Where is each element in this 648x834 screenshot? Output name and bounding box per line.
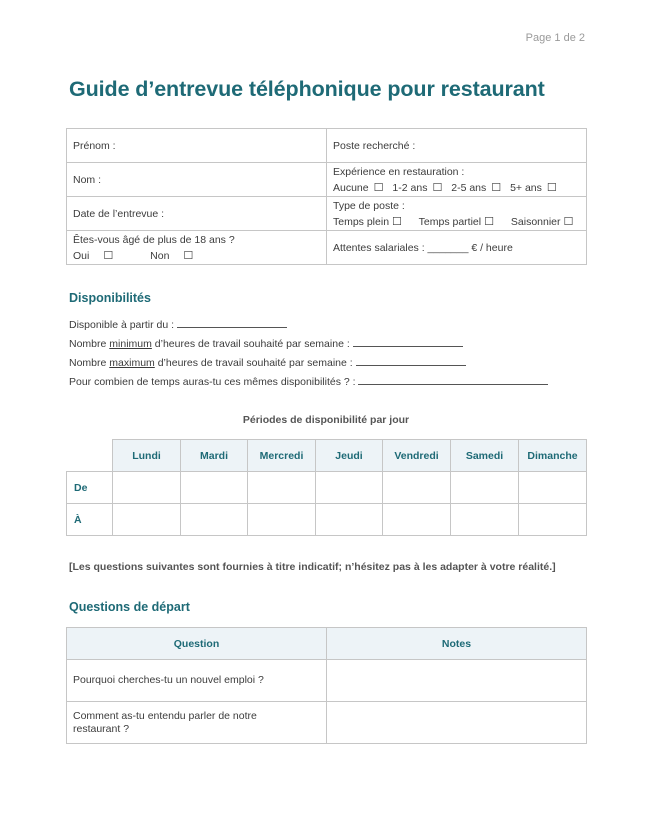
age-cell [67,231,327,265]
row-label-to: À [67,504,113,536]
checkbox-icon[interactable]: ☐ [563,215,574,228]
row-label-from: De [67,472,113,504]
age-option-no[interactable]: Non ☐ [150,249,194,262]
page-number: Page 1 de 2 [525,32,585,44]
job-type-cell [327,197,587,231]
day-header-thursday: Jeudi [316,440,383,472]
checkbox-icon[interactable]: ☐ [373,181,384,194]
job-type-option-full-time[interactable]: Temps plein ☐ [333,215,402,228]
to-cell-saturday[interactable] [451,504,519,536]
schedule-caption: Périodes de disponibilité par jour [242,414,410,426]
from-cell-monday[interactable] [113,472,181,504]
availability-lines [69,318,548,394]
notes-cell[interactable] [327,702,587,744]
day-header-friday: Vendredi [383,440,451,472]
day-header-sunday: Dimanche [519,440,587,472]
disclaimer-note: [Les questions suivantes sont fournies à titre indicatif; n’hésitez pas à les adapter à votre réalité.] [69,561,556,573]
position-field[interactable] [327,129,587,163]
experience-option-1-2[interactable]: 1-2 ans ☐ [392,181,443,194]
checkbox-icon[interactable]: ☐ [546,181,557,194]
to-cell-monday[interactable] [113,504,181,536]
day-header-tuesday: Mardi [181,440,248,472]
checkbox-icon[interactable]: ☐ [484,215,494,228]
day-header-wednesday: Mercredi [248,440,316,472]
start-date-blank[interactable] [177,318,287,328]
position-label: Poste recherché : [333,139,416,152]
from-cell-friday[interactable] [383,472,451,504]
column-header-notes: Notes [327,628,587,660]
question-cell: Pourquoi cherches-tu un nouvel emploi ? [67,660,327,702]
experience-option-none[interactable]: Aucune ☐ [333,181,384,194]
to-cell-thursday[interactable] [316,504,383,536]
checkbox-icon[interactable]: ☐ [103,249,114,262]
from-cell-saturday[interactable] [451,472,519,504]
salary-label: Attentes salariales : _______ € / heure [333,241,513,254]
schedule-table [66,439,587,536]
checkbox-icon[interactable]: ☐ [491,181,502,194]
first-name-field[interactable] [67,129,327,163]
max-hours-blank[interactable] [356,356,466,366]
job-type-label: Type de poste : [333,199,405,212]
starting-questions-table [66,627,587,744]
max-emphasis: maximum [109,357,155,369]
to-cell-wednesday[interactable] [248,504,316,536]
from-cell-wednesday[interactable] [248,472,316,504]
duration-line: Pour combien de temps auras-tu ces mêmes disponibilités ? : [69,375,548,394]
column-header-question: Question [67,628,327,660]
interview-date-field[interactable] [67,197,327,231]
schedule-corner [67,440,113,472]
to-cell-friday[interactable] [383,504,451,536]
to-cell-sunday[interactable] [519,504,587,536]
experience-label: Expérience en restauration : [333,165,465,178]
notes-cell[interactable] [327,660,587,702]
min-hours-line: Nombre minimum d’heures de travail souhaité par semaine : [69,337,548,356]
experience-option-5-plus[interactable]: 5+ ans ☐ [510,181,557,194]
checkbox-icon[interactable]: ☐ [183,249,194,262]
start-date-line: Disponible à partir du : [69,318,548,337]
first-name-label: Prénom : [73,139,116,152]
question-cell: Comment as-tu entendu parler de notre restaurant ? [67,702,327,744]
to-cell-tuesday[interactable] [181,504,248,536]
last-name-field[interactable] [67,163,327,197]
candidate-info-table [66,128,587,265]
min-hours-blank[interactable] [353,337,463,347]
availability-heading: Disponibilités [69,291,151,305]
age-option-yes[interactable]: Oui ☐ [73,249,114,262]
page-title: Guide d’entrevue téléphonique pour restaurant [69,77,545,101]
job-type-option-seasonal[interactable]: Saisonnier ☐ [510,215,574,228]
from-cell-sunday[interactable] [519,472,587,504]
experience-option-2-5[interactable]: 2-5 ans ☐ [451,181,502,194]
checkbox-icon[interactable]: ☐ [392,215,402,228]
from-cell-thursday[interactable] [316,472,383,504]
starting-questions-heading: Questions de départ [69,600,190,614]
age-question: Êtes-vous âgé de plus de 18 ans ? [73,233,235,246]
duration-blank[interactable] [358,375,548,385]
interview-date-label: Date de l’entrevue : [73,207,165,220]
day-header-saturday: Samedi [451,440,519,472]
from-cell-tuesday[interactable] [181,472,248,504]
day-header-monday: Lundi [113,440,181,472]
min-emphasis: minimum [109,338,152,350]
checkbox-icon[interactable]: ☐ [432,181,443,194]
last-name-label: Nom : [73,173,102,186]
job-type-option-part-time[interactable]: Temps partiel ☐ [418,215,494,228]
max-hours-line: Nombre maximum d’heures de travail souhaité par semaine : [69,356,548,375]
experience-cell [327,163,587,197]
salary-field[interactable] [327,231,587,265]
